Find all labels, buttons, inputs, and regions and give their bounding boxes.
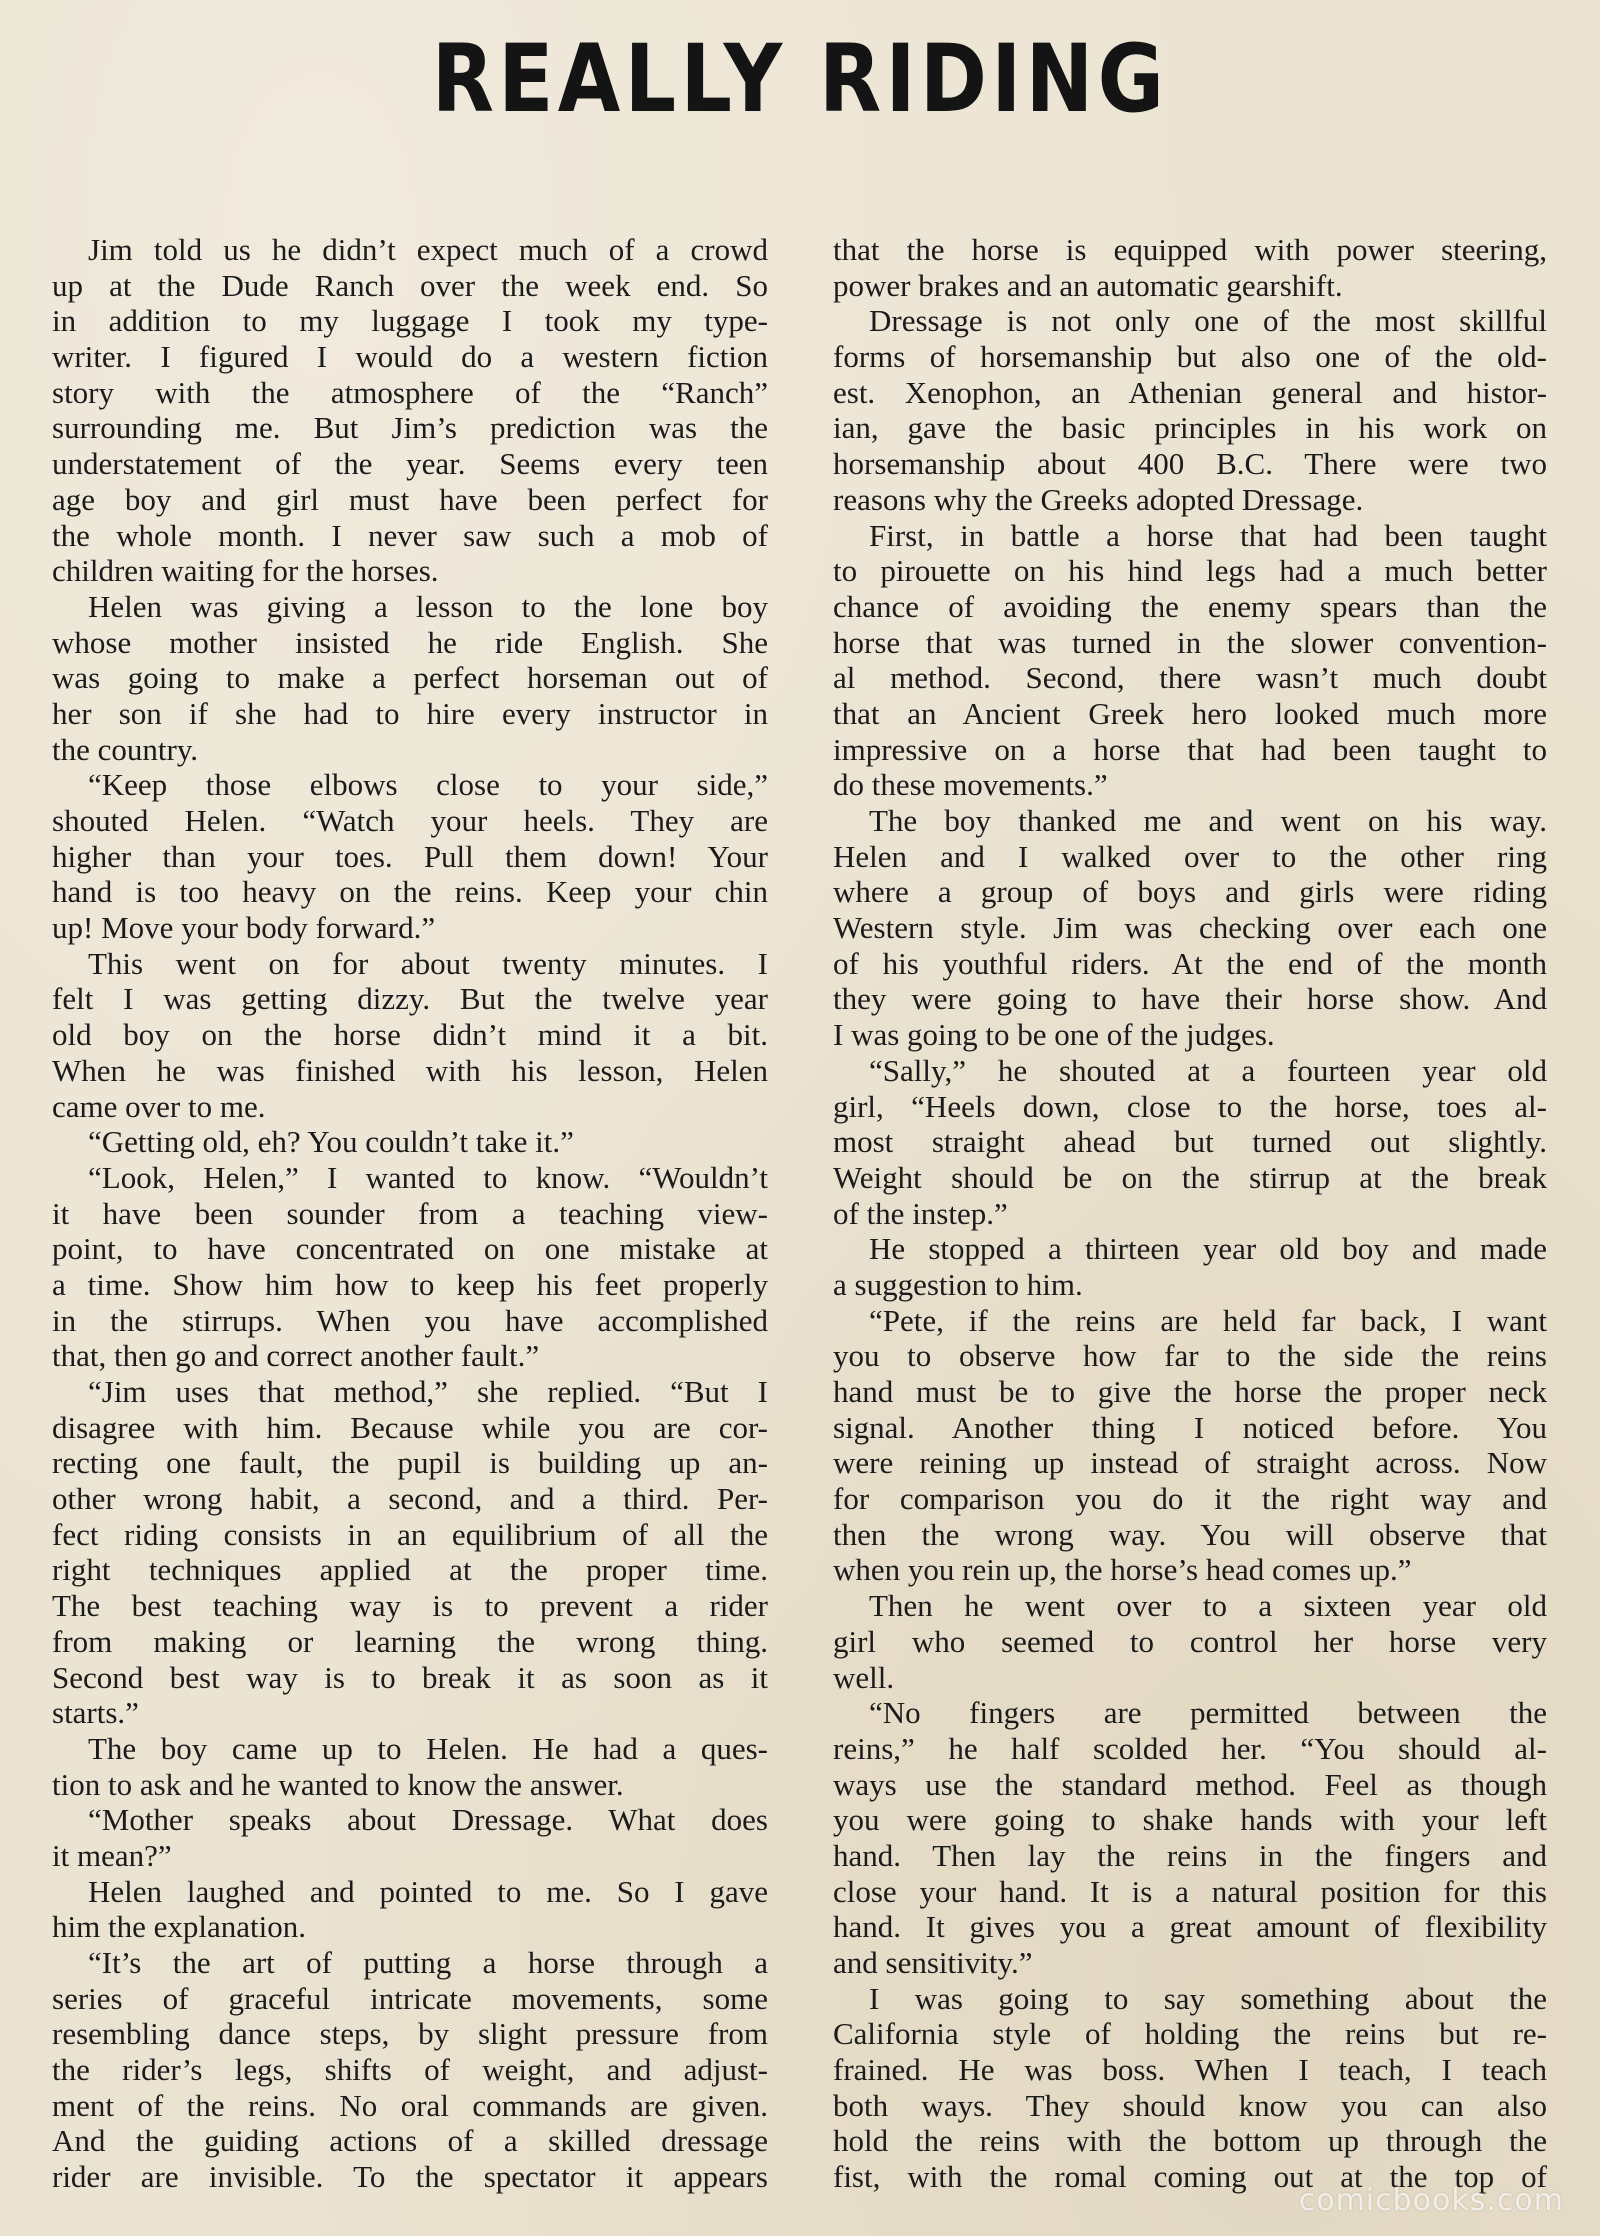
text-line: of the instep.”	[833, 1195, 1008, 1231]
text-line: When he was finished with his lesson, Helen	[52, 1052, 768, 1088]
text-line: “Jim uses that method,” she replied. “But I	[88, 1374, 768, 1409]
text-line: up at the Dude Ranch over the week end. So	[52, 267, 768, 303]
text-line: well.	[833, 1659, 895, 1695]
text-line: old boy on the horse didn’t mind it a bit.	[52, 1017, 768, 1053]
text-line: series of graceful intricate movements, some	[52, 1980, 768, 2016]
text-line: hold the reins with the bottom up through the	[833, 2123, 1547, 2159]
text-line: then the wrong way. You will observe that	[833, 1516, 1547, 1552]
text-line: girl who seemed to control her horse very	[833, 1623, 1547, 1659]
text-line: age boy and girl must have been perfect for	[52, 481, 768, 517]
text-line: point, to have concentrated on one mistake at	[52, 1231, 768, 1267]
text-line: girl, “Heels down, close to the horse, toes al-	[833, 1088, 1547, 1124]
text-line: story with the atmosphere of the “Ranch”	[52, 374, 768, 410]
text-line: recting one fault, the pupil is building up an-	[52, 1445, 768, 1481]
text-line: horsemanship about 400 B.C. There were two	[833, 446, 1547, 482]
article-column-right	[833, 232, 1547, 2195]
text-line: California style of holding the reins but re-	[833, 2016, 1547, 2052]
text-line: First, in battle a horse that had been taught	[869, 517, 1547, 553]
text-line: surrounding me. But Jim’s prediction was the	[52, 410, 768, 446]
text-line: came over to me.	[52, 1088, 266, 1124]
text-line: up! Move your body forward.”	[52, 910, 436, 946]
text-line: higher than your toes. Pull them down! Your	[52, 838, 768, 874]
text-line: hand. It gives you a great amount of flexibility	[833, 1909, 1547, 1945]
text-line: hand must be to give the horse the proper neck	[833, 1374, 1547, 1409]
text-line: “Mother speaks about Dressage. What does	[88, 1802, 768, 1838]
text-line: you to observe how far to the side the reins	[833, 1338, 1547, 1374]
text-line: “Look, Helen,” I wanted to know. “Wouldn’t	[88, 1159, 768, 1195]
text-line: resembling dance steps, by slight pressure from	[52, 2016, 768, 2052]
text-line: Second best way is to break it as soon as it	[52, 1659, 768, 1695]
text-line: “No fingers are permitted between the	[869, 1695, 1547, 1731]
text-line: the country.	[52, 731, 199, 767]
text-line: The best teaching way is to prevent a rider	[52, 1588, 768, 1624]
text-line: Helen was giving a lesson to the lone boy	[88, 588, 768, 624]
text-line: “Getting old, eh? You couldn’t take it.”	[88, 1124, 574, 1160]
text-line: close your hand. It is a natural position for this	[833, 1873, 1547, 1909]
text-line: “It’s the art of putting a horse through a	[88, 1945, 768, 1980]
text-line: were reining up instead of straight across. Now	[833, 1445, 1547, 1481]
text-line: power brakes and an automatic gearshift.	[833, 267, 1343, 303]
text-line: they were going to have their horse show. And	[833, 981, 1547, 1017]
text-line: children waiting for the horses.	[52, 553, 439, 589]
text-line: I was going to say something about the	[869, 1980, 1547, 2016]
text-line: The boy came up to Helen. He had a ques-	[88, 1730, 768, 1766]
text-line: you were going to shake hands with your left	[833, 1802, 1547, 1838]
text-line: tion to ask and he wanted to know the answer.	[52, 1766, 624, 1802]
text-line: that, then go and correct another fault.”	[52, 1338, 540, 1374]
text-line: reasons why the Greeks adopted Dressage.	[833, 481, 1364, 517]
text-line: of his youthful riders. At the end of the month	[833, 945, 1547, 981]
text-line: signal. Another thing I noticed before. You	[833, 1409, 1547, 1445]
text-line: her son if she had to hire every instructor in	[52, 695, 768, 731]
text-line: fect riding consists in an equilibrium of all the	[52, 1516, 768, 1552]
text-line: I was going to be one of the judges.	[833, 1017, 1275, 1053]
text-line: it have been sounder from a teaching view-	[52, 1195, 768, 1231]
text-line: the whole month. I never saw such a mob of	[52, 517, 768, 553]
text-line: writer. I figured I would do a western fiction	[52, 339, 768, 375]
text-line: in addition to my luggage I took my type-	[52, 303, 768, 339]
text-line: impressive on a horse that had been taught to	[833, 731, 1547, 767]
text-line: right techniques applied at the proper time.	[52, 1552, 768, 1588]
text-line: felt I was getting dizzy. But the twelve year	[52, 981, 768, 1017]
text-line: it mean?”	[52, 1837, 172, 1873]
text-line: horse that was turned in the slower convention-	[833, 624, 1547, 660]
text-line: ways use the standard method. Feel as though	[833, 1766, 1547, 1802]
text-line: from making or learning the wrong thing.	[52, 1623, 768, 1659]
text-line: to pirouette on his hind legs had a much better	[833, 553, 1547, 589]
text-line: ian, gave the basic principles in his work on	[833, 410, 1547, 446]
text-line: in the stirrups. When you have accomplished	[52, 1302, 768, 1338]
text-line: starts.”	[52, 1695, 139, 1731]
text-line: that the horse is equipped with power steering,	[833, 232, 1547, 267]
text-line: the rider’s legs, shifts of weight, and adjust-	[52, 2052, 768, 2088]
text-line: for comparison you do it the right way and	[833, 1481, 1547, 1517]
text-line: disagree with him. Because while you are cor-	[52, 1409, 768, 1445]
text-line: was going to make a perfect horseman out of	[52, 660, 768, 696]
text-line: Western style. Jim was checking over each one	[833, 910, 1547, 946]
text-line: him the explanation.	[52, 1909, 306, 1945]
text-line: Then he went over to a sixteen year old	[869, 1588, 1547, 1624]
text-line: shouted Helen. “Watch your heels. They are	[52, 803, 768, 838]
text-line: do these movements.”	[833, 767, 1108, 803]
text-line: when you rein up, the horse’s head comes up.”	[833, 1552, 1412, 1588]
text-line: hand. Then lay the reins in the fingers and	[833, 1837, 1547, 1873]
text-line: frained. He was boss. When I teach, I teach	[833, 2052, 1547, 2088]
text-line: understatement of the year. Seems every teen	[52, 446, 768, 482]
text-line: whose mother insisted he ride English. She	[52, 624, 768, 660]
text-line: most straight ahead but turned out slightly.	[833, 1124, 1547, 1160]
text-line: Helen and I walked over to the other ring	[833, 838, 1547, 874]
text-line: rider are invisible. To the spectator it appears	[52, 2159, 768, 2195]
text-line: reins,” he half scolded her. “You should al-	[833, 1730, 1547, 1766]
article-title: REALLY RIDING	[431, 25, 1169, 134]
text-line: Jim told us he didn’t expect much of a crowd	[88, 232, 768, 267]
text-line: hand is too heavy on the reins. Keep your chin	[52, 874, 768, 910]
text-line: chance of avoiding the enemy spears than the	[833, 588, 1547, 624]
text-line: Dressage is not only one of the most skillful	[869, 303, 1547, 339]
text-line: He stopped a thirteen year old boy and made	[869, 1231, 1547, 1267]
text-line: Weight should be on the stirrup at the break	[833, 1159, 1547, 1195]
text-line: other wrong habit, a second, and a third. Per-	[52, 1481, 768, 1517]
text-line: “Pete, if the reins are held far back, I want	[869, 1302, 1547, 1338]
text-line: Helen laughed and pointed to me. So I gave	[88, 1873, 768, 1909]
text-line: “Sally,” he shouted at a fourteen year old	[869, 1052, 1547, 1088]
text-line: The boy thanked me and went on his way.	[869, 803, 1547, 838]
watermark: comicbooks.com	[1298, 2183, 1564, 2218]
text-line: and sensitivity.”	[833, 1945, 1033, 1980]
text-line: “Keep those elbows close to your side,”	[88, 767, 768, 803]
text-line: where a group of boys and girls were riding	[833, 874, 1547, 910]
text-line: both ways. They should know you can also	[833, 2087, 1547, 2123]
text-line: a suggestion to him.	[833, 1266, 1083, 1302]
text-line: forms of horsemanship but also one of the old-	[833, 339, 1547, 375]
text-line: a time. Show him how to keep his feet properly	[52, 1266, 768, 1302]
text-line: fist, with the romal coming out at the top of	[833, 2159, 1547, 2195]
text-line: al method. Second, there wasn’t much doubt	[833, 660, 1547, 696]
text-line: This went on for about twenty minutes. I	[88, 945, 768, 981]
article-column-left	[52, 232, 768, 2195]
text-line: And the guiding actions of a skilled dressage	[52, 2123, 768, 2159]
text-line: that an Ancient Greek hero looked much more	[833, 695, 1547, 731]
text-line: est. Xenophon, an Athenian general and histor-	[833, 374, 1547, 410]
text-line: ment of the reins. No oral commands are given.	[52, 2087, 768, 2123]
